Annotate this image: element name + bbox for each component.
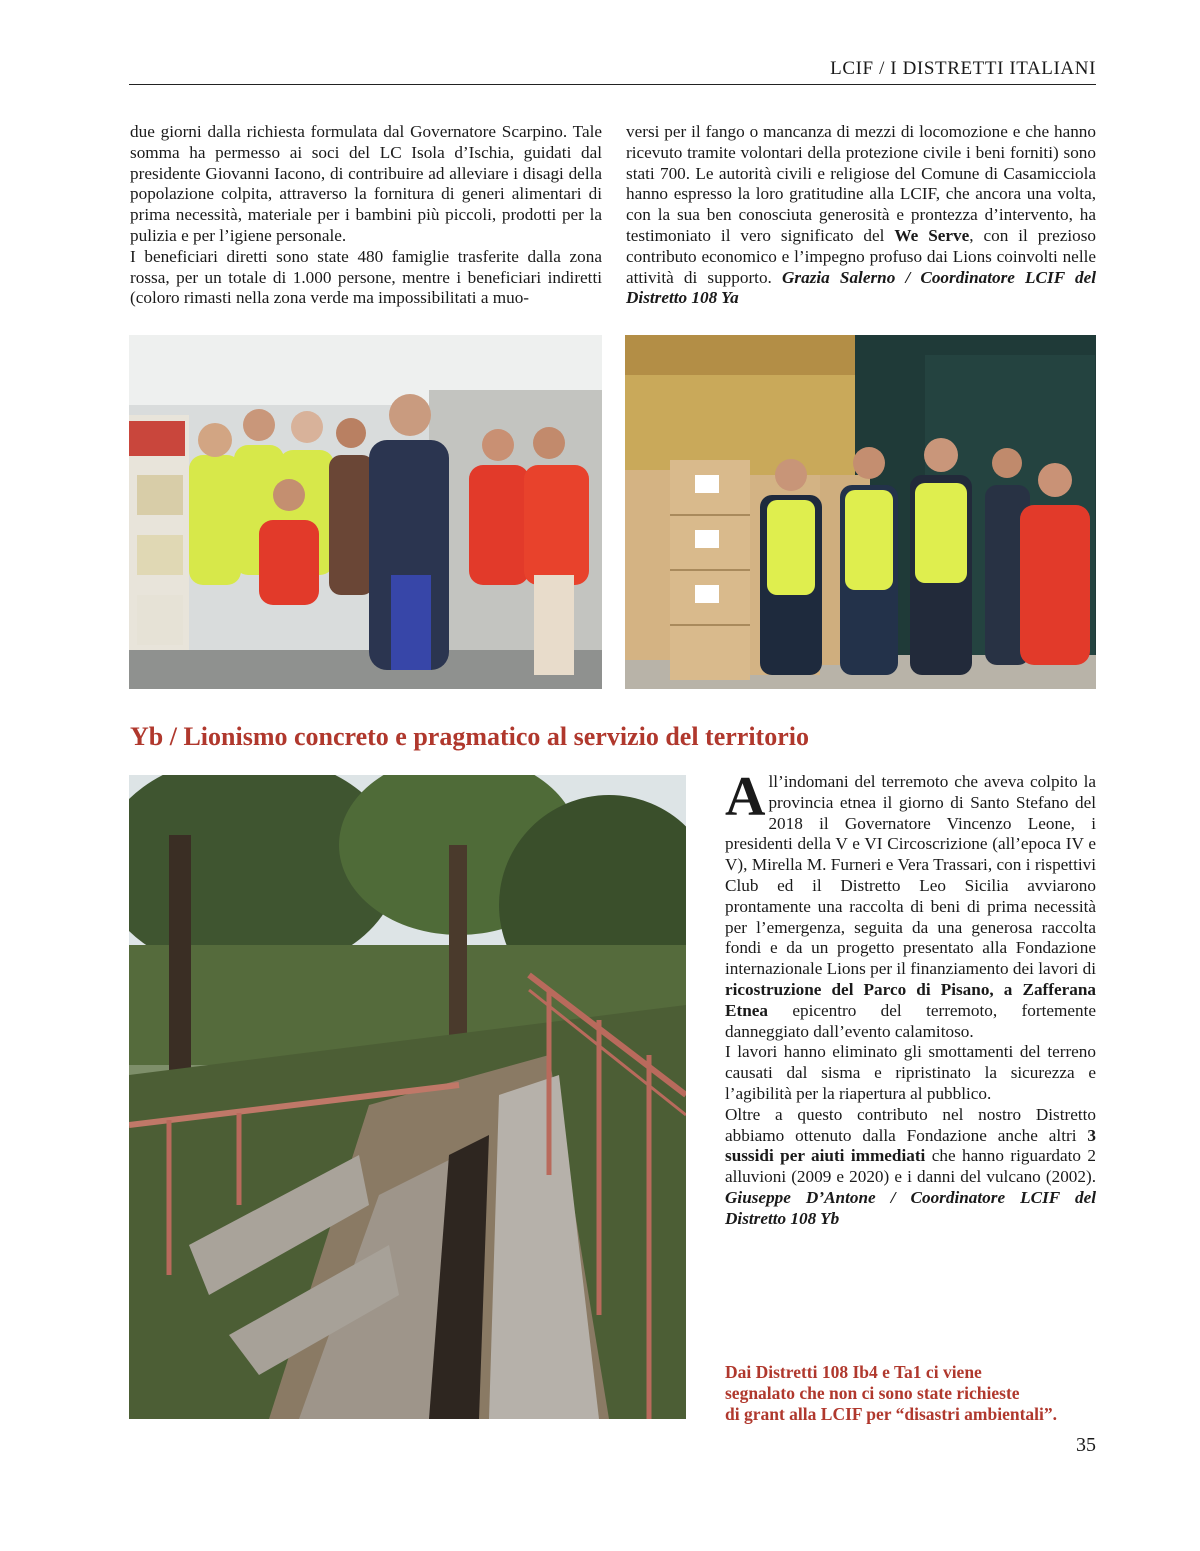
author-signature: Grazia Salerno / Coordinatore LCIF del Distretto 108 Ya [626, 267, 1096, 308]
paragraph: due giorni dalla richiesta formulata dal Governatore Scarpino. Tale somma ha permesso ai soci del LC Isola d’Ischia, guidati dal presidente Giovanni Iacono, di contribuire ad alleviare i disagi della popolazione colpita, attraverso la fornitura di generi alimentari di prima necessità, materiale per i bambini più piccoli, prodotti per la pulizia e per l’igiene personale. [130, 122, 602, 245]
header-section: LCIF / I DISTRETTI ITALIANI [830, 58, 1096, 79]
text-run: versi per il fango o mancanza di mezzi di locomozione e che hanno ricevuto tramite volontari della protezione civile i beni forniti) sono stati 700. Le autorità civili e religiose del Comune di Casamicciola hanno espresso la loro gratitudine alla LCIF, che ancora una volta, con la sua ben conosciuta generosità e prontezza d’intervento, ha testimoniato il vero significato del [626, 122, 1096, 245]
text-run: epicentro del terremoto, fortemente danneggiato dall’evento calamitoso. [725, 1000, 1096, 1041]
page-number: 35 [1076, 1434, 1096, 1456]
note-line: segnalato che non ci sono state richieste [725, 1383, 1020, 1403]
photo-volunteers-group [129, 335, 602, 689]
photo-warehouse-boxes [625, 335, 1096, 689]
paragraph: I beneficiari diretti sono state 480 famiglie trasferite dalla zona rossa, per un totale di 1.000 persone, mentre i beneficiari indiretti (coloro rimasti nella zona verde ma impossibilitati a muo- [130, 246, 602, 308]
bold-text: 3 sussidi per aiuti immediati [725, 1125, 1097, 1166]
paragraph: I lavori hanno eliminato gli smottamenti del terreno causati dal sisma e ripristinato la sicurezza e l’agibilità per la riapertura al pubblico. [725, 1042, 1096, 1103]
author-signature: Giuseppe D’Antone / Coordinatore LCIF del Distretto 108 Yb [725, 1187, 1096, 1228]
photo-damaged-park-stairs [129, 775, 686, 1419]
running-header [129, 58, 1096, 85]
drop-cap: A [725, 766, 766, 828]
bold-text: ricostruzione del Parco di Pisano, a Zafferana Etnea [725, 979, 1096, 1020]
note-line: Dai Distretti 108 Ib4 e Ta1 ci viene [725, 1362, 982, 1382]
paragraph [725, 1105, 1096, 1230]
note-box [725, 1362, 1105, 1425]
article-ya-column-1 [130, 122, 602, 309]
article-ya-column-2 [626, 122, 1096, 309]
text-run: ll’indomani del terremoto che aveva colpito la provincia etnea il giorno di Santo Stefano del 2018 il Governatore Vincenzo Leone, i presidenti della V e VI Circoscrizione (all’epoca IV e V), Mirella M. Furneri e Vera Trassari, con i rispettivi Club ed il Distretto Leo Sicilia avviarono prontamente una raccolta di beni di prima necessità per l’emergenza, seguita da una generosa raccolta fondi e da un progetto presentato alla Fondazione internazionale Lions per il finanziamento dei lavori di [725, 772, 1096, 979]
bold-text: We Serve [894, 225, 970, 245]
paragraph [725, 766, 1096, 1042]
paragraph [626, 122, 1096, 309]
text-run: Oltre a questo contributo nel nostro Distretto abbiamo ottenuto dalla Fondazione anche altri [725, 1104, 1096, 1145]
text-run: che hanno riguardato 2 alluvioni (2009 e 2020) e i danni del vulcano (2002). [725, 1146, 1096, 1187]
text-run: , con il prezioso contributo economico e l’impegno profuso dai Lions coinvolti nelle attività di supporto. [626, 225, 1096, 287]
section-title: Yb / Lionismo concreto e pragmatico al servizio del territorio [130, 722, 809, 751]
article-yb-body [725, 766, 1097, 1230]
note-line: di grant alla LCIF per “disastri ambientali”. [725, 1404, 1058, 1424]
